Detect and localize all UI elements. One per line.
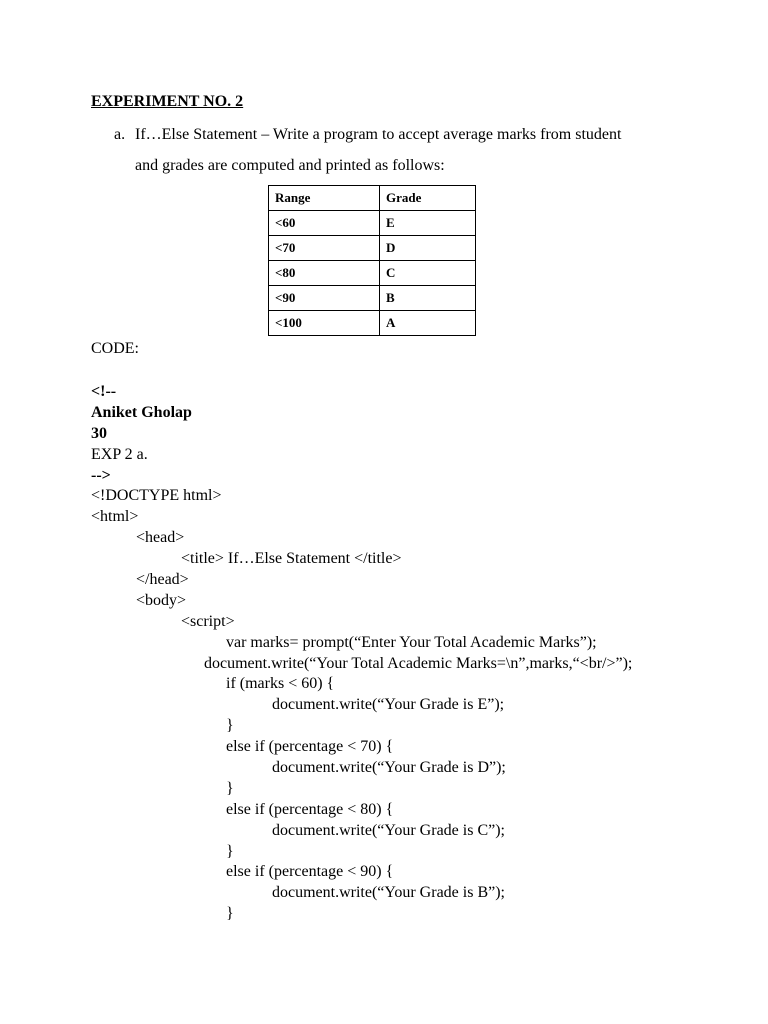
code-listing [91, 382, 632, 925]
code-line: document.write(“Your Grade is E”); [272, 696, 505, 714]
code-line: } [226, 905, 234, 923]
table-row [269, 311, 476, 336]
code-line: } [226, 842, 234, 860]
code-line: <html> [91, 508, 139, 526]
code-line: <script> [181, 612, 235, 630]
table-header-row [269, 186, 476, 211]
table-cell-range: <60 [269, 211, 380, 236]
table-header-range: Range [269, 186, 380, 211]
table-cell-range: <100 [269, 311, 380, 336]
table-cell-grade: E [380, 211, 476, 236]
code-line: <!DOCTYPE html> [91, 487, 222, 505]
table-cell-grade: A [380, 311, 476, 336]
code-line: else if (percentage < 80) { [226, 800, 394, 818]
code-line: else if (percentage < 70) { [226, 738, 394, 756]
code-heading: CODE: [91, 340, 139, 357]
code-line: } [226, 717, 234, 735]
grade-table [268, 185, 476, 336]
code-line: var marks= prompt(“Enter Your Total Academic Marks”); [226, 633, 597, 651]
code-line: 30 [91, 424, 107, 442]
code-line: EXP 2 a. [91, 445, 148, 463]
table-row [269, 211, 476, 236]
code-line: } [226, 779, 234, 797]
question-text-line-2: and grades are computed and printed as follows: [135, 157, 445, 174]
table-cell-range: <80 [269, 261, 380, 286]
table-cell-grade: D [380, 236, 476, 261]
table-row [269, 261, 476, 286]
code-line: document.write(“Your Grade is C”); [272, 821, 505, 839]
table-cell-grade: B [380, 286, 476, 311]
code-line: else if (percentage < 90) { [226, 863, 394, 881]
code-line: <head> [136, 529, 185, 547]
code-line: document.write(“Your Grade is B”); [272, 884, 505, 902]
code-line: document.write(“Your Total Academic Marks=\n”,marks,“<br/>”); [204, 654, 633, 672]
experiment-heading: EXPERIMENT NO. 2 [91, 93, 244, 110]
code-line: </head> [136, 571, 189, 589]
table-cell-range: <70 [269, 236, 380, 261]
table-cell-grade: C [380, 261, 476, 286]
table-cell-range: <90 [269, 286, 380, 311]
code-line: if (marks < 60) { [226, 675, 335, 693]
question-text-line-1: If…Else Statement – Write a program to accept average marks from student [135, 126, 622, 143]
code-line: <body> [136, 591, 187, 609]
table-row [269, 286, 476, 311]
table-row [269, 236, 476, 261]
code-line: document.write(“Your Grade is D”); [272, 759, 506, 777]
code-line: Aniket Gholap [91, 403, 192, 421]
code-line: --> [91, 466, 111, 484]
code-line: <!-- [91, 383, 117, 400]
code-line: <title> If…Else Statement </title> [181, 550, 402, 568]
table-header-grade: Grade [380, 186, 476, 211]
question-marker: a. [114, 126, 126, 143]
